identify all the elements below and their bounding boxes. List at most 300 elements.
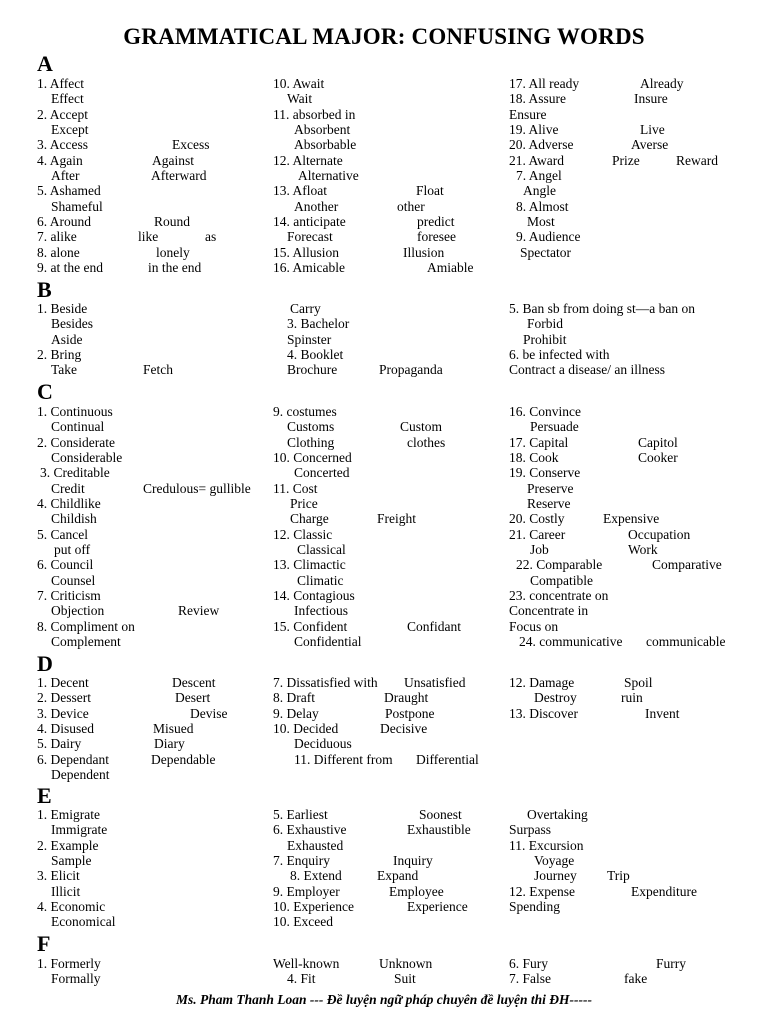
word-line <box>509 301 759 316</box>
word-entry: Besides <box>51 316 93 332</box>
word-line <box>37 884 269 899</box>
word-line <box>509 245 759 260</box>
word-line <box>37 542 269 557</box>
word-entry: Economical <box>51 914 116 930</box>
word-entry: Experience <box>407 899 468 915</box>
word-entry: 17. Capital <box>509 434 569 450</box>
word-line <box>37 557 269 572</box>
word-entry: 8. alone <box>37 244 80 260</box>
word-entry: 22. Comparable <box>516 557 603 573</box>
word-line <box>509 690 759 705</box>
word-entry: Excess <box>172 137 210 153</box>
word-entry: Round <box>154 214 191 230</box>
word-entry: 13. Climactic <box>273 557 346 573</box>
word-entry: other <box>397 198 425 214</box>
word-entry: 14. Contagious <box>273 588 355 604</box>
word-entry: 2. Accept <box>37 106 88 122</box>
word-entry: Spectator <box>520 244 571 260</box>
word-line <box>273 527 509 542</box>
word-line <box>37 137 269 152</box>
word-entry: predict <box>417 214 455 230</box>
word-entry: 1. Formerly <box>37 956 101 971</box>
word-entry: 4. Childlike <box>37 496 101 512</box>
word-entry: 9. costumes <box>273 404 337 419</box>
word-entry: 5. Earliest <box>273 807 328 822</box>
word-column <box>37 76 269 275</box>
word-entry: Job <box>530 542 549 558</box>
word-line <box>509 706 759 721</box>
word-entry: 12. Expense <box>509 883 575 899</box>
word-entry: Objection <box>51 603 105 619</box>
word-entry: Descent <box>172 675 216 690</box>
word-entry: 13. Discover <box>509 705 578 721</box>
word-line <box>273 899 509 914</box>
word-line <box>37 706 269 721</box>
word-line <box>37 496 269 511</box>
word-line <box>273 199 509 214</box>
word-entry: 7. alike <box>37 229 77 245</box>
word-line <box>273 435 509 450</box>
word-entry: Concentrate in <box>509 603 589 619</box>
word-line <box>37 122 269 137</box>
word-column <box>509 404 759 650</box>
word-entry: Aside <box>51 331 83 347</box>
word-entry: 6. Around <box>37 214 91 230</box>
word-entry: Contract a disease/ an illness <box>509 362 665 378</box>
word-entry: Unsatisfied <box>404 675 466 690</box>
word-line <box>37 588 269 603</box>
word-entry: 6. be infected with <box>509 347 610 363</box>
word-entry: 13. Afloat <box>273 183 327 199</box>
word-entry: Inquiry <box>393 853 433 869</box>
word-line <box>273 511 509 526</box>
word-line <box>37 838 269 853</box>
word-entry: 24. communicative <box>519 634 623 650</box>
word-entry: 8. Almost <box>516 198 569 214</box>
word-entry: 8. Compliment on <box>37 618 135 634</box>
word-entry: 10. Await <box>273 76 325 91</box>
word-entry: 18. Cook <box>509 450 559 466</box>
word-entry: Custom <box>400 419 443 435</box>
word-line <box>37 301 269 316</box>
word-line <box>509 347 759 362</box>
word-entry: like <box>138 229 159 245</box>
word-entry: Draught <box>384 690 429 706</box>
word-line <box>37 822 269 837</box>
word-entry: 8. Extend <box>290 868 342 884</box>
word-line <box>509 884 759 899</box>
word-line <box>37 736 269 751</box>
word-line <box>509 971 759 986</box>
word-entry: Destroy <box>534 690 577 706</box>
word-line <box>273 450 509 465</box>
word-column <box>273 956 509 987</box>
word-line <box>509 675 759 690</box>
word-line <box>509 153 759 168</box>
word-entry: Persuade <box>530 419 579 435</box>
word-entry: Most <box>527 214 555 230</box>
word-entry: Deciduous <box>294 736 352 752</box>
word-column <box>273 807 509 930</box>
word-line <box>273 971 509 986</box>
word-column <box>37 301 269 378</box>
word-entry: Freight <box>377 511 416 527</box>
word-line <box>273 362 509 377</box>
word-entry: Postpone <box>385 705 435 721</box>
word-line <box>509 956 759 971</box>
word-entry: 3. Elicit <box>37 868 80 884</box>
word-line <box>273 347 509 362</box>
word-line <box>37 675 269 690</box>
word-line <box>37 214 269 229</box>
word-entry: 3. Device <box>37 705 89 721</box>
word-line <box>273 690 509 705</box>
word-entry: 10. Exceed <box>273 914 333 930</box>
section-heading-d: D <box>37 651 53 676</box>
word-entry: 12. Alternate <box>273 152 343 168</box>
word-line <box>37 721 269 736</box>
word-line <box>37 450 269 465</box>
word-line <box>37 465 269 480</box>
word-line <box>37 573 269 588</box>
word-line <box>37 199 269 214</box>
word-line <box>273 721 509 736</box>
word-entry: 10. Experience <box>273 899 354 915</box>
word-entry: 6. Council <box>37 557 94 573</box>
word-entry: 10. Concerned <box>273 450 352 466</box>
word-entry: Journey <box>534 868 577 884</box>
word-line <box>509 588 759 603</box>
word-column <box>37 807 269 930</box>
section-heading-a: A <box>37 51 53 76</box>
word-line <box>509 122 759 137</box>
word-line <box>509 199 759 214</box>
word-line <box>37 332 269 347</box>
word-entry: Infectious <box>294 603 348 619</box>
word-line <box>509 496 759 511</box>
word-entry: communicable <box>646 634 726 650</box>
word-entry: Illicit <box>51 883 81 899</box>
word-entry: 11. Different from <box>294 751 393 767</box>
word-entry: Propaganda <box>379 362 443 378</box>
word-entry: Formally <box>51 971 101 987</box>
word-entry: 9. Employer <box>273 883 340 899</box>
word-line <box>273 884 509 899</box>
word-column <box>509 675 759 721</box>
word-line <box>37 245 269 260</box>
word-line <box>273 822 509 837</box>
word-entry: 11. absorbed in <box>273 106 356 122</box>
word-entry: 1. Affect <box>37 76 84 91</box>
word-line <box>37 853 269 868</box>
word-line <box>273 168 509 183</box>
word-line <box>509 76 759 91</box>
word-column <box>37 675 269 782</box>
word-column <box>509 301 759 378</box>
word-entry: Confidential <box>294 634 362 650</box>
word-entry: Live <box>640 122 665 138</box>
word-entry: 11. Excursion <box>509 837 584 853</box>
word-column <box>509 956 759 987</box>
word-line <box>37 91 269 106</box>
word-entry: Decisive <box>380 721 428 737</box>
word-line <box>273 153 509 168</box>
word-entry: put off <box>54 542 91 558</box>
word-entry: Ensure <box>509 106 547 122</box>
word-entry: Continual <box>51 419 105 435</box>
word-line <box>509 435 759 450</box>
word-line <box>273 634 509 649</box>
word-entry: Invent <box>645 705 680 721</box>
word-line <box>509 465 759 480</box>
word-line <box>273 107 509 122</box>
word-line <box>273 588 509 603</box>
section-heading-e: E <box>37 783 52 808</box>
word-entry: 23. concentrate on <box>509 588 609 604</box>
word-line <box>37 362 269 377</box>
word-entry: 7. Angel <box>516 168 562 184</box>
word-line <box>273 229 509 244</box>
word-entry: Capitol <box>638 434 678 450</box>
word-entry: 5. Cancel <box>37 526 88 542</box>
page-footer: Ms. Pham Thanh Loan --- Đề luyện ngữ pháp chuyên đề luyện thi ĐH----- <box>175 992 593 1007</box>
word-entry: 21. Career <box>509 526 566 542</box>
word-line <box>37 511 269 526</box>
word-line <box>273 260 509 275</box>
word-entry: 5. Ban sb from doing st—a ban on <box>509 301 695 316</box>
word-line <box>273 214 509 229</box>
word-entry: 1. Continuous <box>37 404 113 419</box>
word-entry: Absorbable <box>294 137 357 153</box>
word-line <box>37 752 269 767</box>
word-entry: Counsel <box>51 572 96 588</box>
word-entry: 15. Allusion <box>273 244 340 260</box>
word-line <box>509 107 759 122</box>
word-column <box>273 301 509 378</box>
word-line <box>37 76 269 91</box>
word-entry: 12. Damage <box>509 675 575 690</box>
word-entry: 6. Dependant <box>37 751 109 767</box>
word-entry: Take <box>51 362 78 378</box>
word-entry: 4. Booklet <box>287 347 344 363</box>
word-line <box>273 91 509 106</box>
word-line <box>37 481 269 496</box>
word-entry: Afterward <box>151 168 207 184</box>
word-column <box>37 404 269 650</box>
word-line <box>273 573 509 588</box>
word-line <box>273 752 509 767</box>
word-line <box>273 619 509 634</box>
word-line <box>273 183 509 198</box>
word-line <box>37 603 269 618</box>
word-column <box>37 956 269 987</box>
word-entry: 2. Bring <box>37 347 82 363</box>
word-entry: 19. Conserve <box>509 465 581 481</box>
word-entry: Spoil <box>624 675 653 690</box>
word-line <box>273 465 509 480</box>
word-line <box>273 603 509 618</box>
word-line <box>273 853 509 868</box>
word-line <box>273 481 509 496</box>
word-entry: 7. Enquiry <box>273 853 330 869</box>
word-line <box>509 557 759 572</box>
word-entry: Forbid <box>527 316 564 332</box>
word-line <box>37 168 269 183</box>
word-line <box>37 260 269 275</box>
word-line <box>273 838 509 853</box>
word-line <box>273 301 509 316</box>
word-line <box>37 914 269 929</box>
word-entry: Effect <box>51 91 84 107</box>
word-line <box>509 362 759 377</box>
page-title: GRAMMATICAL MAJOR: CONFUSING WORDS <box>123 24 645 49</box>
word-line <box>37 971 269 986</box>
word-line <box>509 619 759 634</box>
word-entry: Devise <box>190 705 228 721</box>
word-line <box>509 332 759 347</box>
word-column <box>273 76 509 275</box>
word-line <box>37 956 269 971</box>
word-entry: Another <box>294 198 339 214</box>
word-entry: Sample <box>51 853 92 869</box>
word-entry: Already <box>640 76 684 91</box>
word-entry: Misued <box>153 721 194 737</box>
word-line <box>37 767 269 782</box>
word-entry: 1. Beside <box>37 301 88 316</box>
word-line <box>509 316 759 331</box>
word-entry: Angle <box>523 183 556 199</box>
word-line <box>509 527 759 542</box>
word-entry: Considerable <box>51 450 123 466</box>
word-entry: fake <box>624 971 648 987</box>
word-entry: 19. Alive <box>509 122 559 138</box>
word-entry: Childish <box>51 511 97 527</box>
word-entry: 16. Convince <box>509 404 581 419</box>
word-line <box>37 153 269 168</box>
word-entry: Review <box>178 603 220 619</box>
word-entry: Immigrate <box>51 822 108 838</box>
word-entry: Concerted <box>294 465 350 481</box>
word-entry: Voyage <box>534 853 575 869</box>
word-entry: Alternative <box>298 168 359 184</box>
section-heading-c: C <box>37 379 53 404</box>
word-entry: Spinster <box>287 331 332 347</box>
word-entry: Soonest <box>419 807 462 822</box>
word-line <box>509 853 759 868</box>
word-line <box>509 822 759 837</box>
word-entry: Dependable <box>151 751 216 767</box>
word-entry: After <box>51 168 80 184</box>
word-line <box>37 183 269 198</box>
word-line <box>37 435 269 450</box>
word-line <box>509 419 759 434</box>
word-entry: Unknown <box>379 956 433 971</box>
word-line <box>509 511 759 526</box>
word-line <box>37 690 269 705</box>
word-entry: Shameful <box>51 198 103 214</box>
word-entry: 18. Assure <box>509 91 566 107</box>
word-line <box>509 214 759 229</box>
word-entry: Furry <box>656 956 686 971</box>
word-entry: Brochure <box>287 362 338 378</box>
word-entry: Reward <box>676 152 718 168</box>
word-column <box>273 675 509 767</box>
word-line <box>273 807 509 822</box>
word-entry: Credulous= gullible <box>143 480 251 496</box>
section-heading-b: B <box>37 277 52 302</box>
word-entry: Focus on <box>509 618 559 634</box>
word-entry: Prize <box>612 152 640 168</box>
word-line <box>509 634 759 649</box>
word-line <box>509 899 759 914</box>
word-line <box>509 168 759 183</box>
word-entry: 2. Example <box>37 837 99 853</box>
word-entry: lonely <box>156 244 190 260</box>
word-line <box>37 619 269 634</box>
word-entry: Surpass <box>509 822 552 838</box>
word-line <box>509 838 759 853</box>
word-entry: 11. Cost <box>273 480 318 496</box>
word-entry: 4. Economic <box>37 899 106 915</box>
word-entry: 3. Access <box>37 137 88 153</box>
word-entry: 9. at the end <box>37 260 103 276</box>
word-entry: Exhaustible <box>407 822 471 838</box>
word-line <box>37 229 269 244</box>
word-column <box>509 807 759 914</box>
word-entry: 20. Costly <box>509 511 565 527</box>
word-line <box>37 107 269 122</box>
word-entry: Against <box>152 152 194 168</box>
word-line <box>509 573 759 588</box>
word-entry: 10. Decided <box>273 721 339 737</box>
word-entry: Occupation <box>628 526 691 542</box>
word-line <box>273 76 509 91</box>
word-entry: Climatic <box>297 572 344 588</box>
word-line <box>509 542 759 557</box>
word-entry: Overtaking <box>527 807 588 822</box>
word-entry: clothes <box>407 434 446 450</box>
word-line <box>273 122 509 137</box>
word-entry: Credit <box>51 480 85 496</box>
word-line <box>509 807 759 822</box>
word-entry: in the end <box>148 260 202 276</box>
word-line <box>273 496 509 511</box>
word-line <box>273 137 509 152</box>
word-entry: Expenditure <box>631 883 697 899</box>
word-line <box>509 137 759 152</box>
word-entry: Insure <box>634 91 668 107</box>
word-entry: 1. Emigrate <box>37 807 100 822</box>
word-entry: Well-known <box>273 956 340 971</box>
word-entry: Diary <box>154 736 185 752</box>
word-line <box>37 419 269 434</box>
word-line <box>273 332 509 347</box>
word-entry: 21. Award <box>509 152 565 168</box>
word-entry: 15. Confident <box>273 618 348 634</box>
section-heading-f: F <box>37 931 51 956</box>
word-entry: Confidant <box>407 618 461 634</box>
word-entry: 7. False <box>509 971 551 987</box>
word-entry: Forecast <box>287 229 333 245</box>
word-line <box>37 404 269 419</box>
word-line <box>37 634 269 649</box>
word-entry: Fetch <box>143 362 173 378</box>
word-line <box>37 316 269 331</box>
word-line <box>509 603 759 618</box>
word-line <box>509 450 759 465</box>
word-entry: 2. Dessert <box>37 690 91 706</box>
word-line <box>273 914 509 929</box>
